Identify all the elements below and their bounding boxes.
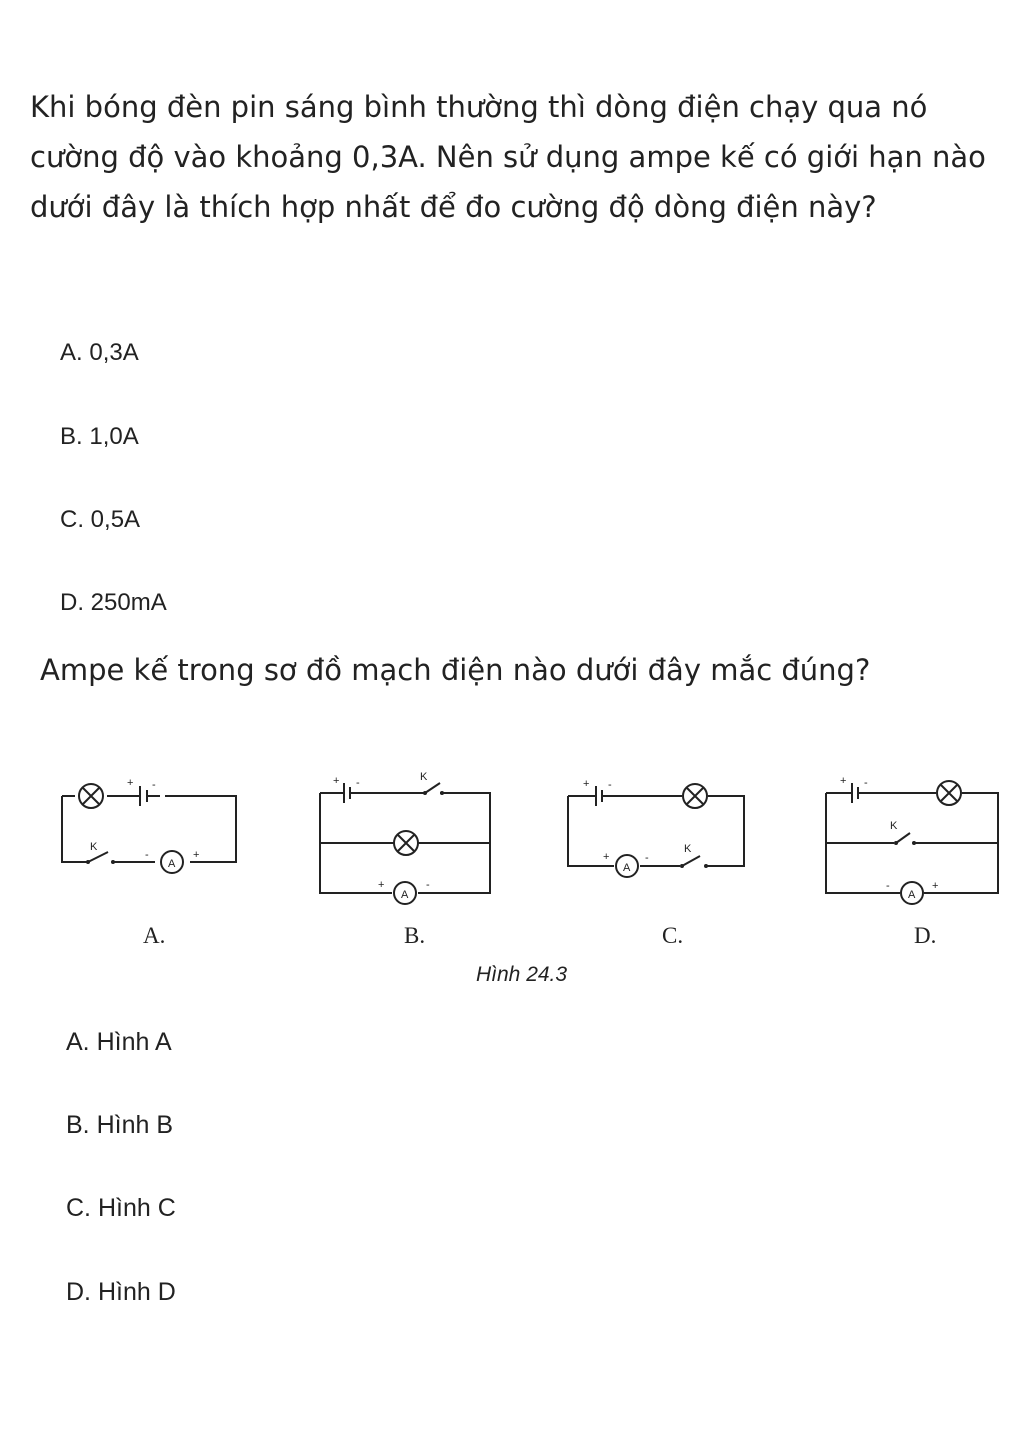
lamp-icon — [79, 784, 103, 808]
svg-text:K: K — [890, 820, 898, 832]
svg-text:-: - — [608, 779, 612, 791]
svg-text:K: K — [420, 771, 428, 783]
svg-text:+: + — [583, 778, 590, 790]
question-2-text: Ampe kế trong sơ đồ mạch điện nào dưới đây mắc đúng? — [40, 653, 871, 687]
lamp-icon — [394, 831, 418, 855]
option-letter: C. — [66, 1194, 91, 1222]
circuit-label-b: B. — [404, 923, 426, 948]
option-letter: A. — [66, 1028, 90, 1056]
q2-option-c[interactable] — [66, 1193, 176, 1223]
switch-icon — [680, 843, 708, 868]
svg-text:A: A — [908, 889, 916, 901]
circuit-b — [320, 771, 490, 948]
battery-icon — [583, 778, 612, 806]
circuit-label-d: D. — [914, 923, 937, 948]
circuit-a — [62, 777, 236, 948]
ammeter-icon — [603, 851, 649, 877]
svg-text:-: - — [145, 849, 149, 861]
svg-text:+: + — [333, 775, 340, 787]
lamp-icon — [683, 784, 707, 808]
option-text: Hình D — [97, 1278, 176, 1306]
svg-text:+: + — [932, 880, 939, 892]
battery-icon — [126, 777, 160, 806]
switch-icon — [86, 841, 115, 864]
svg-text:-: - — [426, 879, 430, 891]
lamp-icon — [937, 781, 961, 805]
svg-text:A: A — [168, 858, 176, 870]
q2-option-d[interactable] — [66, 1277, 176, 1307]
option-text: 250mA — [90, 589, 167, 616]
battery-icon — [333, 775, 360, 803]
circuit-c — [568, 778, 744, 948]
option-letter: B. — [60, 423, 83, 450]
svg-text:+: + — [127, 777, 134, 789]
option-letter: A. — [60, 339, 83, 366]
svg-text:+: + — [378, 879, 385, 891]
option-text: 1,0A — [89, 423, 139, 450]
option-letter: C. — [60, 506, 84, 533]
svg-text:-: - — [886, 880, 890, 892]
svg-text:A: A — [401, 889, 409, 901]
option-text: Hình B — [96, 1111, 174, 1139]
option-text: Hình A — [96, 1028, 172, 1056]
svg-text:+: + — [840, 775, 847, 787]
circuit-label-a: A. — [143, 923, 166, 948]
switch-icon — [890, 820, 916, 845]
svg-text:-: - — [152, 779, 156, 791]
circuit-d — [826, 775, 998, 948]
q2-option-b[interactable] — [66, 1110, 173, 1140]
option-letter: D. — [60, 589, 84, 616]
battery-icon — [840, 775, 868, 803]
svg-text:K: K — [684, 843, 692, 855]
svg-text:-: - — [645, 852, 649, 864]
option-letter: D. — [66, 1278, 91, 1306]
circuit-diagrams-figure — [0, 740, 1024, 960]
circuit-label-c: C. — [662, 923, 684, 948]
question-1-text: Khi bóng đèn pin sáng bình thường thì dòng điện chạy qua nó cường độ vào khoảng 0,3A. Nên sử dụng ampe kế có giới hạn nào dưới đây là thích hợp nhất để đo cường độ dòng điện này? — [30, 90, 986, 224]
figure-caption: Hình 24.3 — [476, 963, 568, 986]
svg-text:+: + — [193, 849, 200, 861]
option-letter: B. — [66, 1111, 90, 1139]
option-text: 0,5A — [90, 506, 141, 533]
q2-option-a[interactable] — [66, 1027, 172, 1057]
svg-text:+: + — [603, 851, 610, 863]
switch-icon — [420, 771, 444, 795]
q1-option-b[interactable] — [60, 422, 139, 452]
svg-text:A: A — [623, 862, 631, 874]
svg-text:K: K — [90, 841, 98, 853]
svg-text:-: - — [356, 777, 360, 789]
svg-text:-: - — [864, 777, 868, 789]
option-text: Hình C — [97, 1194, 176, 1222]
q1-option-d[interactable] — [60, 588, 167, 618]
option-text: 0,3A — [89, 339, 139, 366]
q1-option-c[interactable] — [60, 505, 140, 535]
q1-option-a[interactable] — [60, 338, 139, 368]
ammeter-icon — [378, 879, 430, 904]
